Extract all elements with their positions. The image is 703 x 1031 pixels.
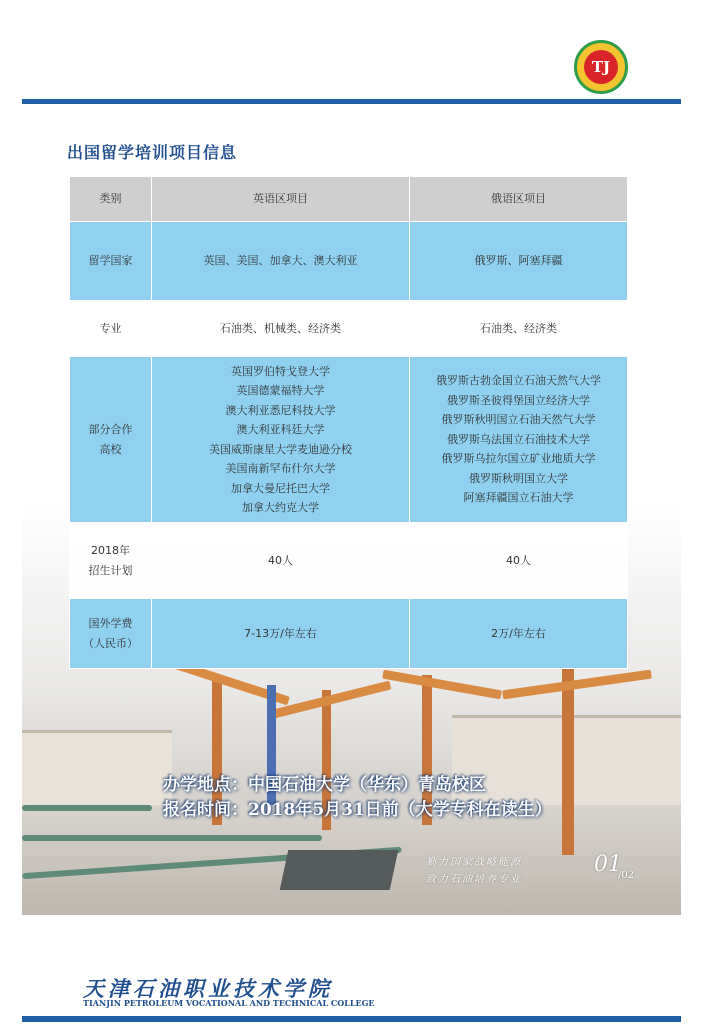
header-category: 类别	[70, 177, 152, 222]
university-item: 美国南新罕布什尔大学	[225, 462, 336, 475]
school-address: 办学地点：中国石油大学（华东）青岛校区	[163, 775, 486, 795]
row-label	[70, 357, 152, 523]
section-title: 出国留学培训项目信息	[67, 143, 238, 162]
cell-line: 7-13万/年左右	[244, 626, 317, 640]
row-partner-universities	[70, 357, 628, 523]
cell-russian	[410, 222, 628, 301]
cell-line: 2万/年左右	[491, 626, 546, 640]
label-line: 国外学费	[88, 617, 133, 630]
label-line: 专业	[99, 321, 122, 335]
cell-line: 英国、美国、加拿大、澳大利亚	[203, 254, 358, 268]
cell-russian	[410, 301, 628, 357]
row-enrollment-plan	[70, 523, 628, 599]
university-item: 澳大利亚悉尼科技大学	[225, 403, 336, 417]
label-line: （人民币）	[83, 636, 138, 650]
college-name-cn: 天津石油职业技术学院	[83, 976, 333, 1001]
slogan-line: 致力石油培养专业	[426, 874, 522, 885]
college-logo	[574, 40, 628, 94]
row-countries	[70, 222, 628, 301]
cell-line: 40人	[506, 553, 531, 567]
metal-ramp	[280, 850, 399, 890]
cell-english	[152, 301, 410, 357]
slogan-line: 勤力国家战略能源	[426, 857, 522, 868]
university-item: 俄罗斯圣彼得堡国立经济大学	[447, 393, 590, 407]
university-item: 加拿大曼尼托巴大学	[231, 481, 330, 495]
row-tuition	[70, 599, 628, 669]
university-item: 俄罗斯秋明国立石油天然气大学	[441, 413, 596, 427]
footer-divider	[22, 1016, 681, 1022]
university-item: 美国威斯康星大学麦迪逊分校	[209, 442, 352, 456]
university-item: 俄罗斯乌法国立石油技术大学	[447, 432, 590, 446]
header-english-program: 英语区项目	[152, 177, 410, 222]
row-label	[70, 222, 152, 301]
college-name-en: TIANJIN PETROLEUM VOCATIONAL AND TECHNICAL COLLEGE	[83, 998, 375, 1008]
row-label	[70, 301, 152, 357]
label-line: 2018年	[91, 544, 130, 557]
cell-russian	[410, 357, 628, 523]
university-item: 英国罗伯特戈登大学	[231, 364, 330, 378]
background-building-left	[22, 730, 172, 813]
pumpjack-beam	[502, 670, 652, 700]
university-item: 加拿大约克大学	[242, 501, 319, 514]
pumpjack-beam	[382, 670, 502, 700]
logo-emblem-icon: TJ	[584, 50, 618, 84]
label-line: 招生计划	[88, 563, 133, 577]
page-number: 01	[594, 852, 622, 877]
cell-line: 石油类、经济类	[480, 321, 557, 335]
pumpjack-beam	[273, 681, 392, 719]
header-russian-program: 俄语区项目	[410, 177, 628, 222]
row-label	[70, 523, 152, 599]
university-item: 英国德蒙福特大学	[236, 384, 325, 397]
pipeline	[22, 835, 322, 841]
header-divider	[22, 99, 681, 104]
program-info-table	[69, 176, 628, 669]
cell-english	[152, 357, 410, 523]
university-item: 俄罗斯古勃金国立石油天然气大学	[436, 374, 601, 388]
cell-english	[152, 222, 410, 301]
table-header-row	[70, 177, 628, 222]
cell-english	[152, 523, 410, 599]
pumpjack-post	[562, 665, 574, 855]
cell-russian	[410, 599, 628, 669]
university-item: 阿塞拜疆国立石油大学	[463, 491, 574, 505]
university-item: 澳大利亚科廷大学	[236, 423, 325, 436]
cell-english	[152, 599, 410, 669]
cell-russian	[410, 523, 628, 599]
label-line: 留学国家	[88, 254, 133, 268]
row-majors	[70, 301, 628, 357]
row-label	[70, 599, 152, 669]
page-total: /02	[618, 870, 635, 881]
university-item: 俄罗斯乌拉尔国立矿业地质大学	[441, 452, 596, 466]
university-item: 俄罗斯秋明国立大学	[469, 471, 568, 485]
label-line: 部分合作	[88, 423, 133, 436]
registration-deadline: 报名时间：2018年5月31日前（大学专科在读生）	[163, 800, 552, 820]
cell-line: 40人	[268, 553, 293, 567]
cell-line: 俄罗斯、阿塞拜疆	[474, 254, 563, 268]
cell-line: 石油类、机械类、经济类	[220, 321, 341, 335]
pipeline	[22, 805, 152, 811]
label-line: 高校	[99, 442, 122, 456]
